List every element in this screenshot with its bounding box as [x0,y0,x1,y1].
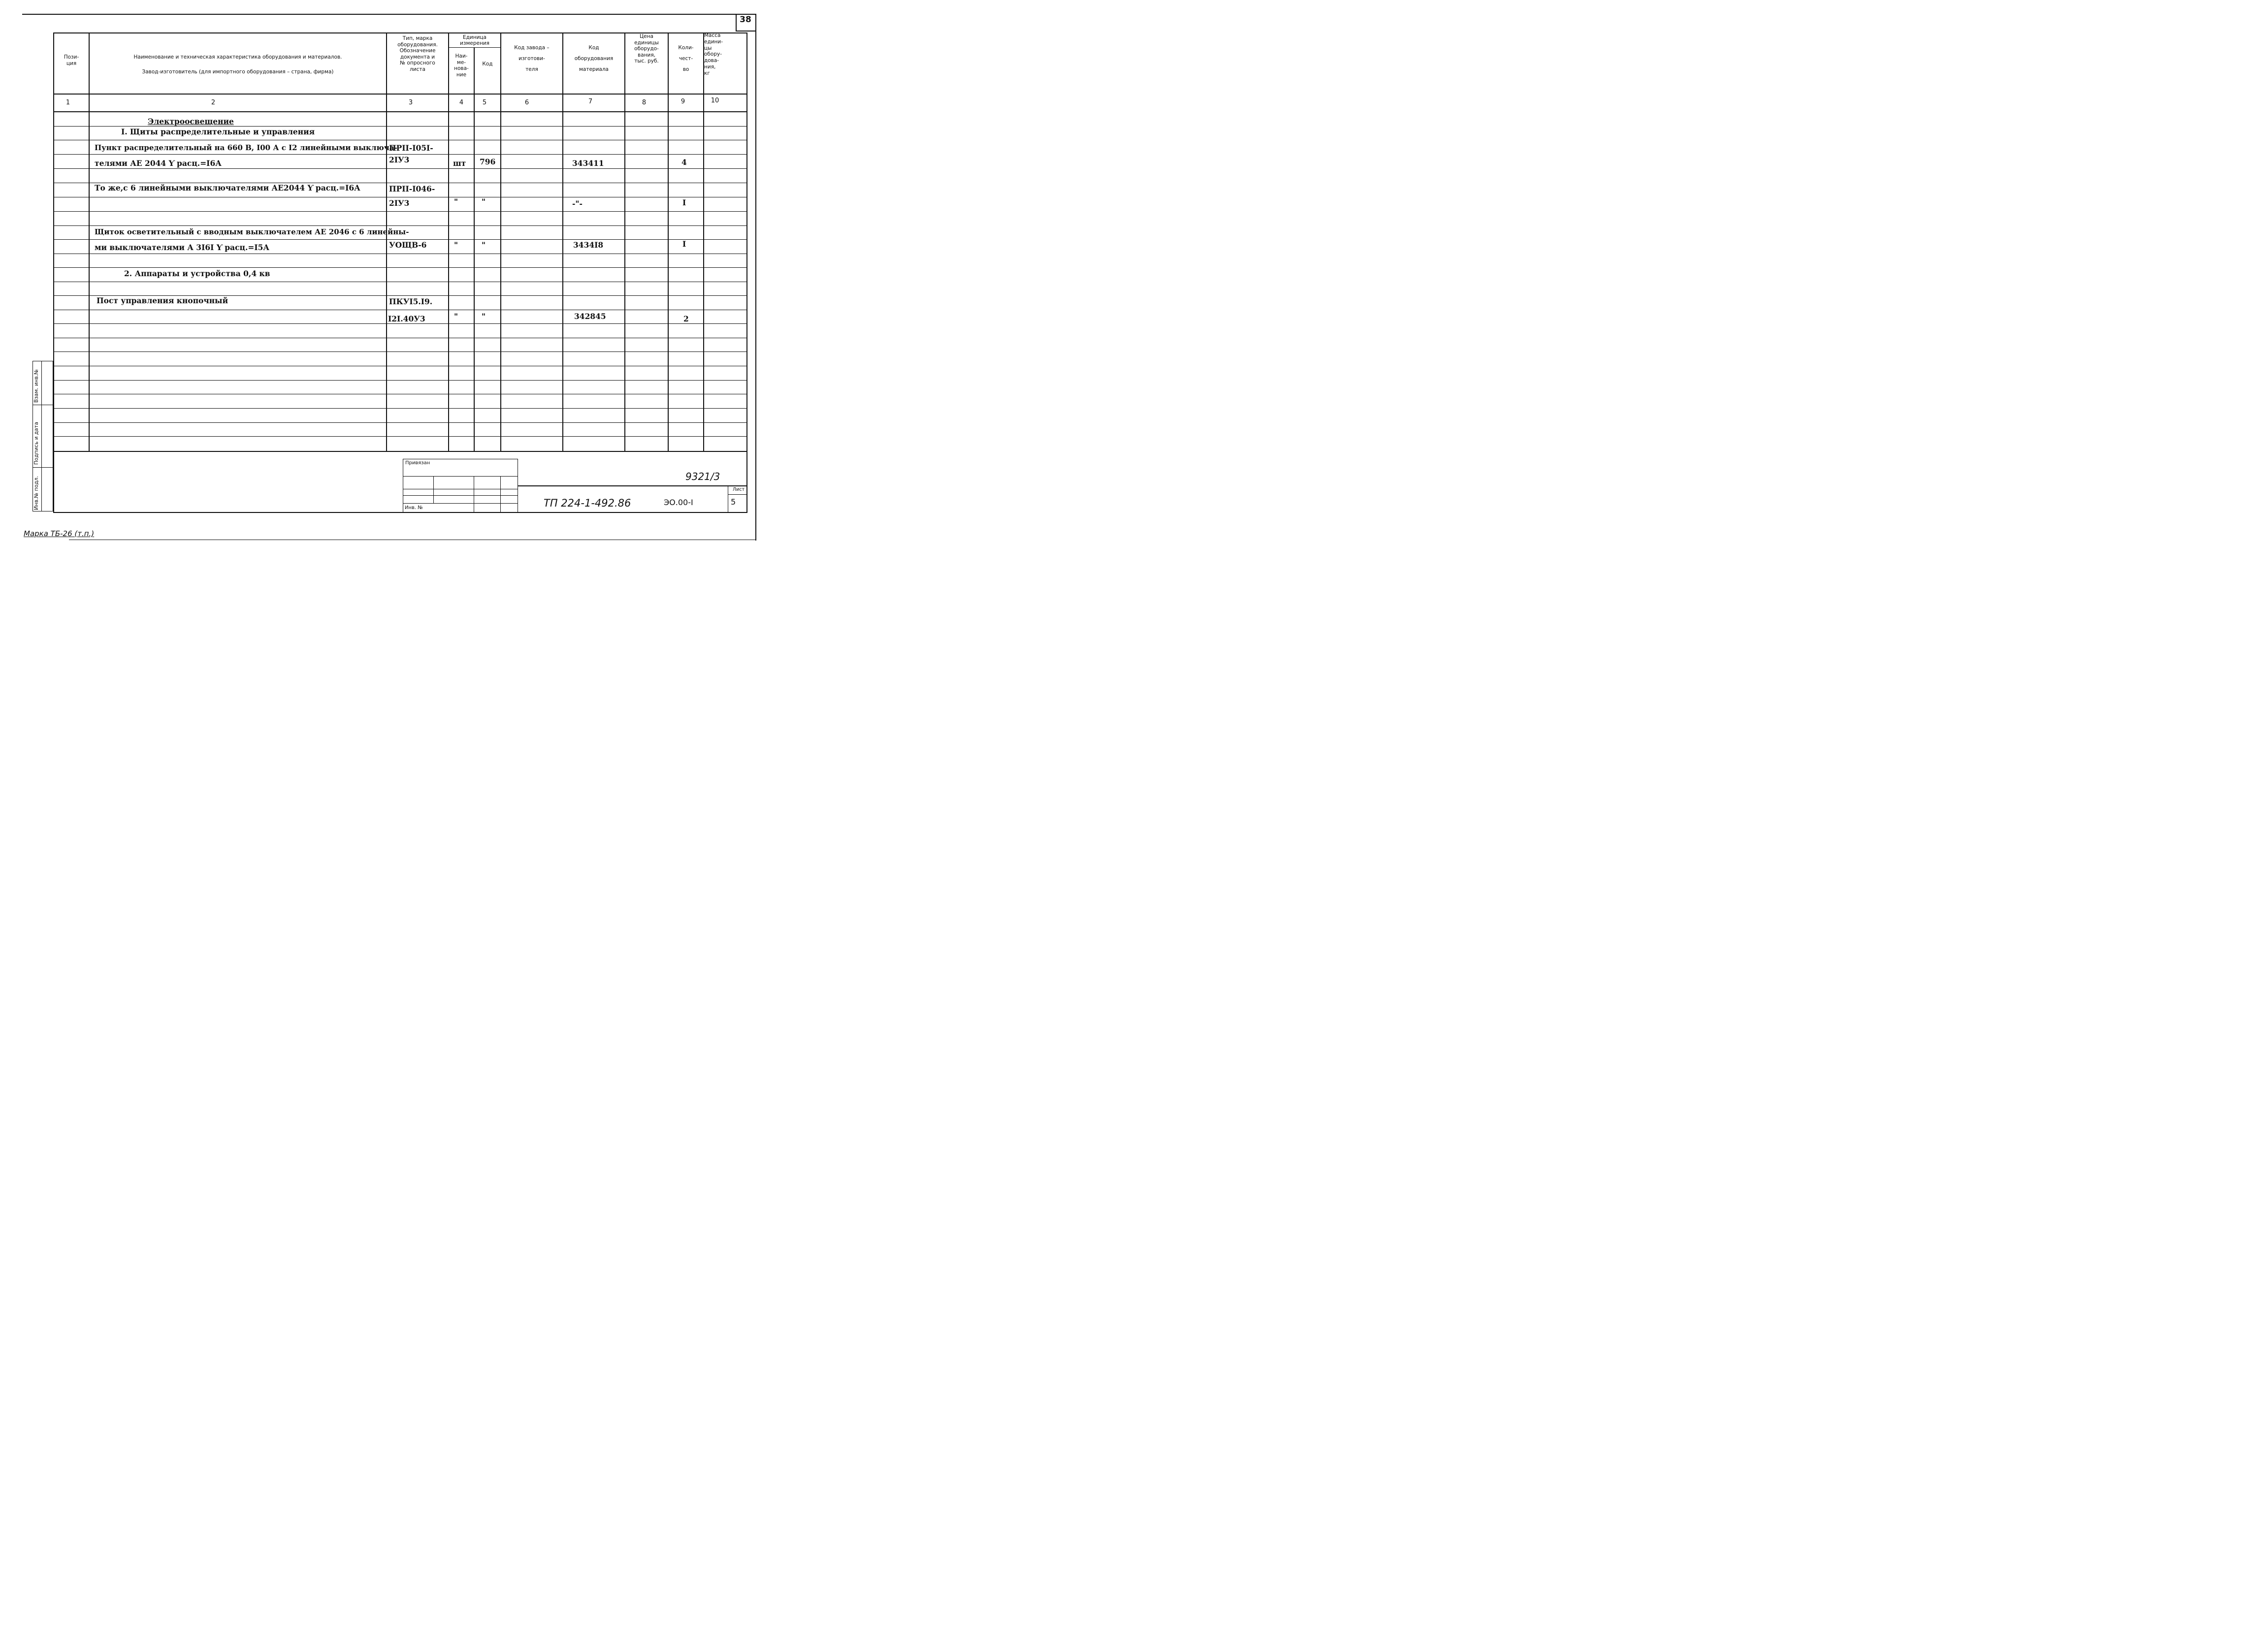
header-price: Цена единицы оборудо- вания, тыс. руб. [634,33,659,64]
item2-unit: " [454,197,458,206]
colnum-1: 1 [65,99,70,106]
item3-code: 3434I8 [573,240,604,250]
row-line [53,380,747,381]
row-line [53,168,747,169]
header-unit-group: Единица измерения [460,34,489,46]
item4-type-line2: I2I.40У3 [388,314,425,323]
column-line [89,32,90,451]
row-line [53,225,747,226]
sheet-number: 38 [740,15,751,25]
colnum-2: 2 [211,99,216,106]
colnum-4: 4 [459,99,464,106]
colnum-8: 8 [642,99,647,106]
item3-qty: I [682,239,686,249]
item2-qty: I [682,198,686,207]
project-code: ТП 224-1-492.86 [544,497,631,509]
row-line [53,351,747,352]
stamp-v1 [433,476,434,504]
row-line [53,267,747,268]
item4-qty: 2 [683,314,689,323]
side-label-vzam: Взам. инв.№ [33,369,39,403]
item2-type-line2: 2IУ3 [389,198,410,208]
column-line [386,32,387,451]
side-stamp-inner [41,361,42,511]
side-stamp-div2 [32,467,53,468]
colnum-5: 5 [482,99,487,106]
row-line [53,408,747,409]
colnum-9: 9 [680,98,685,105]
stamp-v3 [500,476,501,513]
header-position: Пози- ция [64,54,79,66]
header-unit-name: Наи- ме- нова- ние [454,53,469,78]
item4-name-line1: Пост управления кнопочный [97,296,228,305]
subsection-1-title: I. Щиты распределительные и управления [121,127,315,136]
item1-unit: шт [453,159,466,168]
colnum-3: 3 [408,99,413,106]
header-equipment-code: Код оборудования материала [574,45,614,72]
item3-unit-code: " [482,240,486,250]
item4-unit-code: " [482,312,486,321]
item4-unit: " [454,312,458,321]
header-type: Тип, марка оборудования. Обозначение документа и № опросного листа [397,35,438,72]
header-name-line2: Завод-изготовитель (для импортного оборудования – страна, фирма) [142,69,334,75]
privyazan-label: Привязан [405,460,430,466]
row-line [53,239,747,240]
row-line [53,323,747,324]
item4-code: 342845 [574,312,606,321]
column-line [668,32,669,451]
header-name-line1: Наименование и техническая характеристика оборудования и материалов. [133,54,342,60]
column-line [703,32,704,451]
header-unit-code: Код [482,61,493,67]
subsection-2-title: 2. Аппараты и устройства 0,4 кв [124,269,270,278]
sheet-cell-mid [728,494,747,495]
table-right-line [746,32,747,513]
item1-qty: 4 [681,158,687,167]
item2-name-line1: То же,с 6 линейными выключателями АЕ2044 Ƴ расц.=I6А [95,183,360,192]
header-mass: Масса едини- цы обору- дова- ния, кг [704,32,723,76]
album-number: 9321/3 [685,471,720,482]
item4-type-line1: ПКУI5.I9. [389,297,433,306]
item2-unit-code: " [482,197,486,206]
header-quantity: Коли- чест- во [678,45,694,72]
row-line [53,211,747,212]
colnum-bottom-line [53,111,747,112]
item1-code: 343411 [572,159,604,168]
item1-name-line1: Пункт распределительный на 660 В, I00 А с I2 линейными выключа- [95,143,397,152]
column-line [448,32,449,451]
header-manufacturer-code: Код завода – изготови- теля [514,45,550,72]
footer-note: Марка ТБ-26 (т.п.) [24,529,95,538]
column-line [624,32,625,451]
item3-unit: " [454,240,458,250]
item2-type-line1: ПРII-I046- [389,184,435,193]
column-line [500,32,501,451]
item1-type-line1: ПРII-I05I- [389,143,433,153]
item1-unit-code: 796 [480,157,496,166]
section-title: Электроосвещение [148,117,234,126]
row-line [53,126,747,127]
item3-type: УОЩВ-6 [389,240,427,250]
sheet-value: 5 [731,497,736,507]
colnum-7: 7 [588,98,593,105]
colnum-10: 10 [711,97,719,104]
unit-group-divider [449,47,501,48]
item2-code: -"- [572,199,583,208]
inv-no-label: Инв. № [405,505,423,511]
column-line [562,32,563,451]
right-border-line [755,14,756,541]
row-line [53,154,747,155]
row-line [53,451,747,452]
colnum-6: 6 [524,99,529,106]
header-bottom-line [53,94,747,95]
title-block-top [518,485,747,486]
side-label-inv: Инв.№ подл. [33,476,39,510]
item3-name-line1: Щиток осветительный с вводным выключателем АЕ 2046 с 6 линейны- [95,227,409,236]
item3-name-line2: ми выключателями А 3I6I Ƴ расц.=I5А [95,243,270,252]
top-border-line [22,14,756,15]
sheet-label: Лист [733,487,745,492]
column-line [474,47,475,451]
side-label-podpis: Подпись и дата [33,422,39,465]
item1-type-line2: 2IУ3 [389,155,410,164]
document-code: ЭО.00-I [664,498,693,507]
row-line [53,422,747,423]
item1-name-line2: телями АЕ 2044 Ƴ расц.=I6А [95,159,222,168]
row-line [53,436,747,437]
